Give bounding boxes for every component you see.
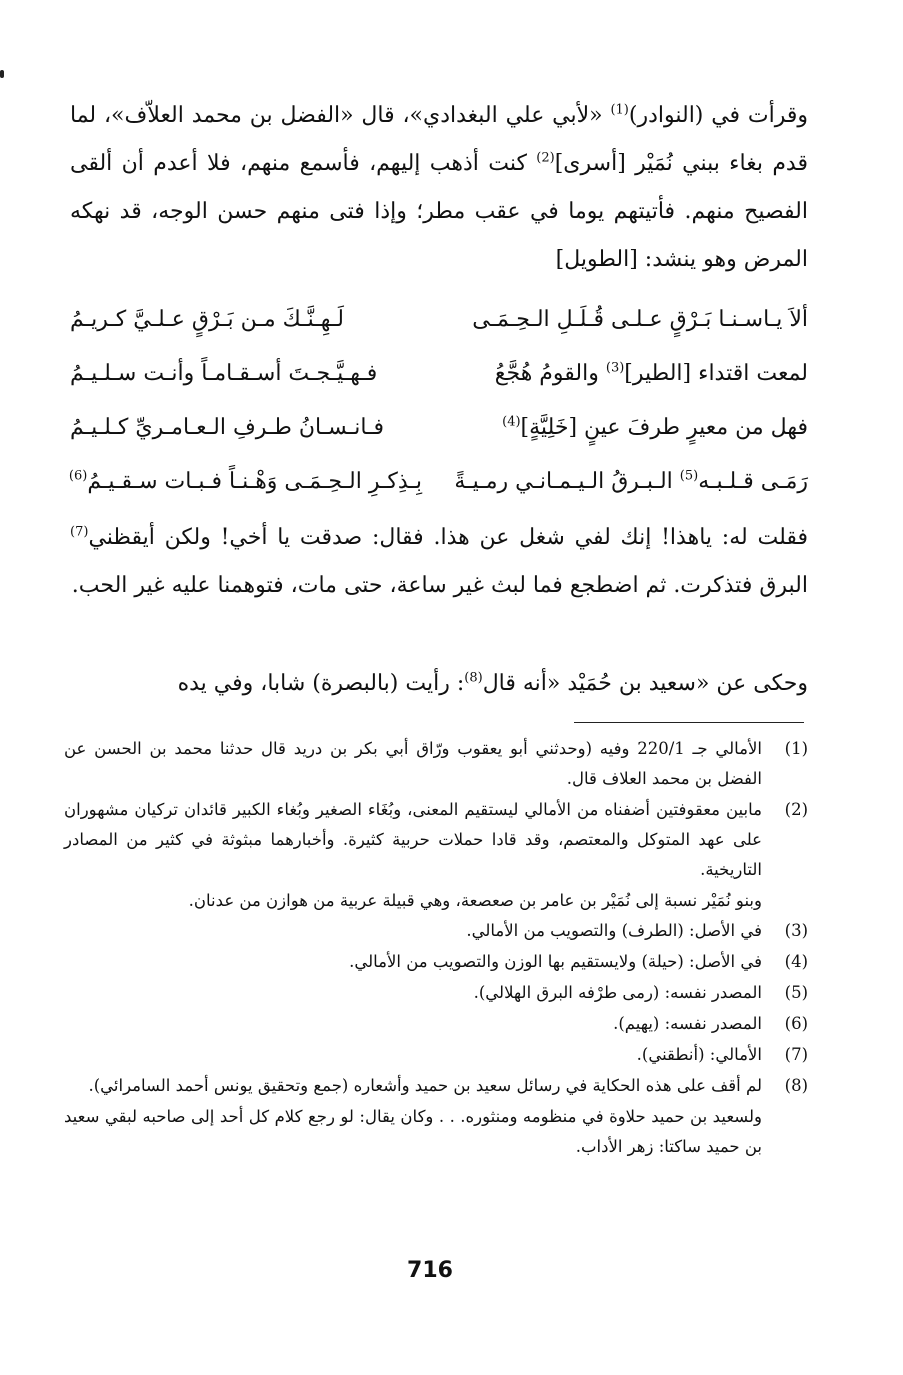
footnote-text: الأمالي: (أنطقني).: [636, 1045, 762, 1064]
footnote-item: [64, 734, 808, 794]
footnote-item: [64, 978, 808, 1008]
paragraph-1: [70, 92, 808, 284]
text-run: كنت أذهب إليهم، فأسمع منهم، فلا أعدم أن ألقى الفصيح منهم. فأتيتهم يوما في عقب مطر؛ وإذا فتى منهم حسن الوجه، قد نهكه المرض وهو ينشد: [الطويل]: [70, 151, 808, 272]
verse-4-first-hemistich: [456, 469, 808, 494]
footnote-marker: (6): [68, 468, 88, 484]
verse-3-second-hemistich: [70, 415, 422, 440]
verse-1: [70, 292, 808, 346]
footnote-marker: (3): [605, 360, 625, 376]
paragraph-2: [70, 514, 808, 610]
footnote-continuation: وبنو نُمَيْر نسبة إلى نُمَيْر بن عامر بن صعصعة، وهي قبيلة عربية من هوازن من عدنان.: [188, 891, 762, 910]
verse-2-second-hemistich: [70, 361, 422, 386]
poem-verses: [70, 292, 808, 508]
footnote-text: في الأصل: (حيلة) ولايستقيم بها الوزن والتصويب من الأمالي.: [349, 952, 762, 971]
verse-4: [70, 454, 808, 508]
footnote-item: [64, 1040, 808, 1070]
footnote-number: (5): [784, 983, 808, 1002]
text-run: فقلت له: ياهذا! إنك لفي شغل عن هذا. فقال: صدقت يا أخي! ولكن أيقظني: [88, 525, 808, 550]
footnote-number: (2): [784, 800, 808, 819]
footnote-number: (3): [784, 921, 808, 940]
text-run: «لأبي علي البغدادي»، قال «الفضل بن محمد العلاّف»، لما قدم بغاء ببني نُمَيْر [أسرى]: [70, 103, 809, 176]
text-run: وحكى عن «سعيد بن حُمَيْد «أنه قال: [482, 671, 808, 696]
verse-3: [70, 400, 808, 454]
footnote-item: [64, 795, 808, 885]
footnote-text: في الأصل: (الطرف) والتصويب من الأمالي.: [466, 921, 762, 940]
footnote-number: (8): [784, 1076, 808, 1095]
footnote-text: المصدر نفسه: (يهيم).: [613, 1014, 762, 1033]
footnote-item: [64, 916, 808, 946]
footnote-text: المصدر نفسه: (رمى طرْفه البرق الهلالي).: [473, 983, 762, 1002]
text-run: رَمَـى قـلـبـه: [698, 468, 808, 494]
text-run: الـبـرقُ الـيـمـانـي رمـيـةً: [454, 468, 680, 494]
footnote-text: مابين معقوفتين أضفناه من الأمالي ليستقيم المعنى، وبُغَاء الصغير وبُغاء الكبير قائدان تركيان مشهوران على عهد المتوكل والمعتصم، وقد قادا حملات حربية كثيرة. وأخبارهما مبثوثة في كثير من المصادر التاريخية.: [64, 800, 762, 879]
footnote-item: [64, 1071, 808, 1101]
text-run: بِـذِكـرِ الـحِـمَـى وَهْـنـاً فـبـات سـقـيـمُ: [87, 468, 422, 494]
footnote-item: [64, 1009, 808, 1039]
footnote-marker: (5): [679, 468, 699, 484]
verse-4-second-hemistich: [70, 469, 422, 494]
footnotes: [64, 734, 808, 1162]
text-run: ألاَ يـاسـنـا بَـرْقٍ عـلـى قُـلَـلِ الـحِـمَـى: [472, 306, 808, 332]
text-run: والقومُ هُجَّعُ: [494, 360, 606, 386]
verse-3-first-hemistich: [456, 415, 808, 440]
footnote-marker: (4): [502, 414, 521, 430]
text-run: فـانـسـانُ طـرفِ الـعـامـريِّ كـلـيـمُ: [70, 414, 385, 440]
text-run: فـهـيَّـجـتَ أسـقـامـاً وأنـت سـلـيـمُ: [70, 360, 378, 386]
text-run: لمعت اقتداء [الطير]: [624, 360, 808, 386]
footnote-text: الأمالي جـ 220/1 وفيه (وحدثني أبو يعقوب ورّاق أبي بكر بن دريد قال حدثنا محمد بن الحسن عن الفضل بن محمد العلاف قال.: [64, 739, 762, 788]
text-run: لَـهِـنَّـكَ مـن بَـرْقٍ عـلـيَّ كـريـمُ: [70, 306, 344, 332]
footnote-number: (6): [784, 1014, 808, 1033]
footnote-marker: (7): [70, 524, 89, 540]
text-run: فهل من معيرٍ طرفَ عينٍ [خَلِيَّةٍ]: [520, 414, 808, 440]
page-number: 716: [407, 1258, 453, 1283]
footnote-number: (7): [784, 1045, 808, 1064]
verse-2: [70, 346, 808, 400]
verse-1-first-hemistich: [456, 307, 808, 332]
footnote-separator: [574, 722, 804, 723]
footnote-marker: (2): [536, 150, 555, 166]
footnote-item: [64, 947, 808, 977]
footnote-marker: (8): [464, 670, 483, 686]
text-run: وقرأت في (النوادر): [628, 103, 808, 128]
footnote-marker: (1): [610, 102, 629, 118]
verse-2-first-hemistich: [456, 361, 808, 386]
text-run: البرق فتذكرت. ثم اضطجع فما لبث غير ساعة، حتى مات، فتوهمنا عليه غير الحب.: [71, 573, 808, 598]
paragraph-3: [70, 660, 808, 708]
scan-speck: [0, 70, 4, 78]
verse-1-second-hemistich: [70, 307, 422, 332]
footnote-number: (1): [784, 739, 808, 758]
footnote-number: (4): [784, 952, 808, 971]
footnote-text: لم أقف على هذه الحكاية في رسائل سعيد بن حميد وأشعاره (جمع وتحقيق يونس أحمد السامرائي).: [88, 1076, 762, 1095]
text-run: : رأيت (بالبصرة) شابا، وفي يده: [177, 671, 465, 696]
footnote-continuation: ولسعيد بن حميد حلاوة في منظومه ومنثوره. . . وكان يقال: لو رجع كلام كل أحد إلى صاحبه لبقي سعيد بن حميد ساكتا: زهر الأداب.: [64, 1107, 762, 1156]
